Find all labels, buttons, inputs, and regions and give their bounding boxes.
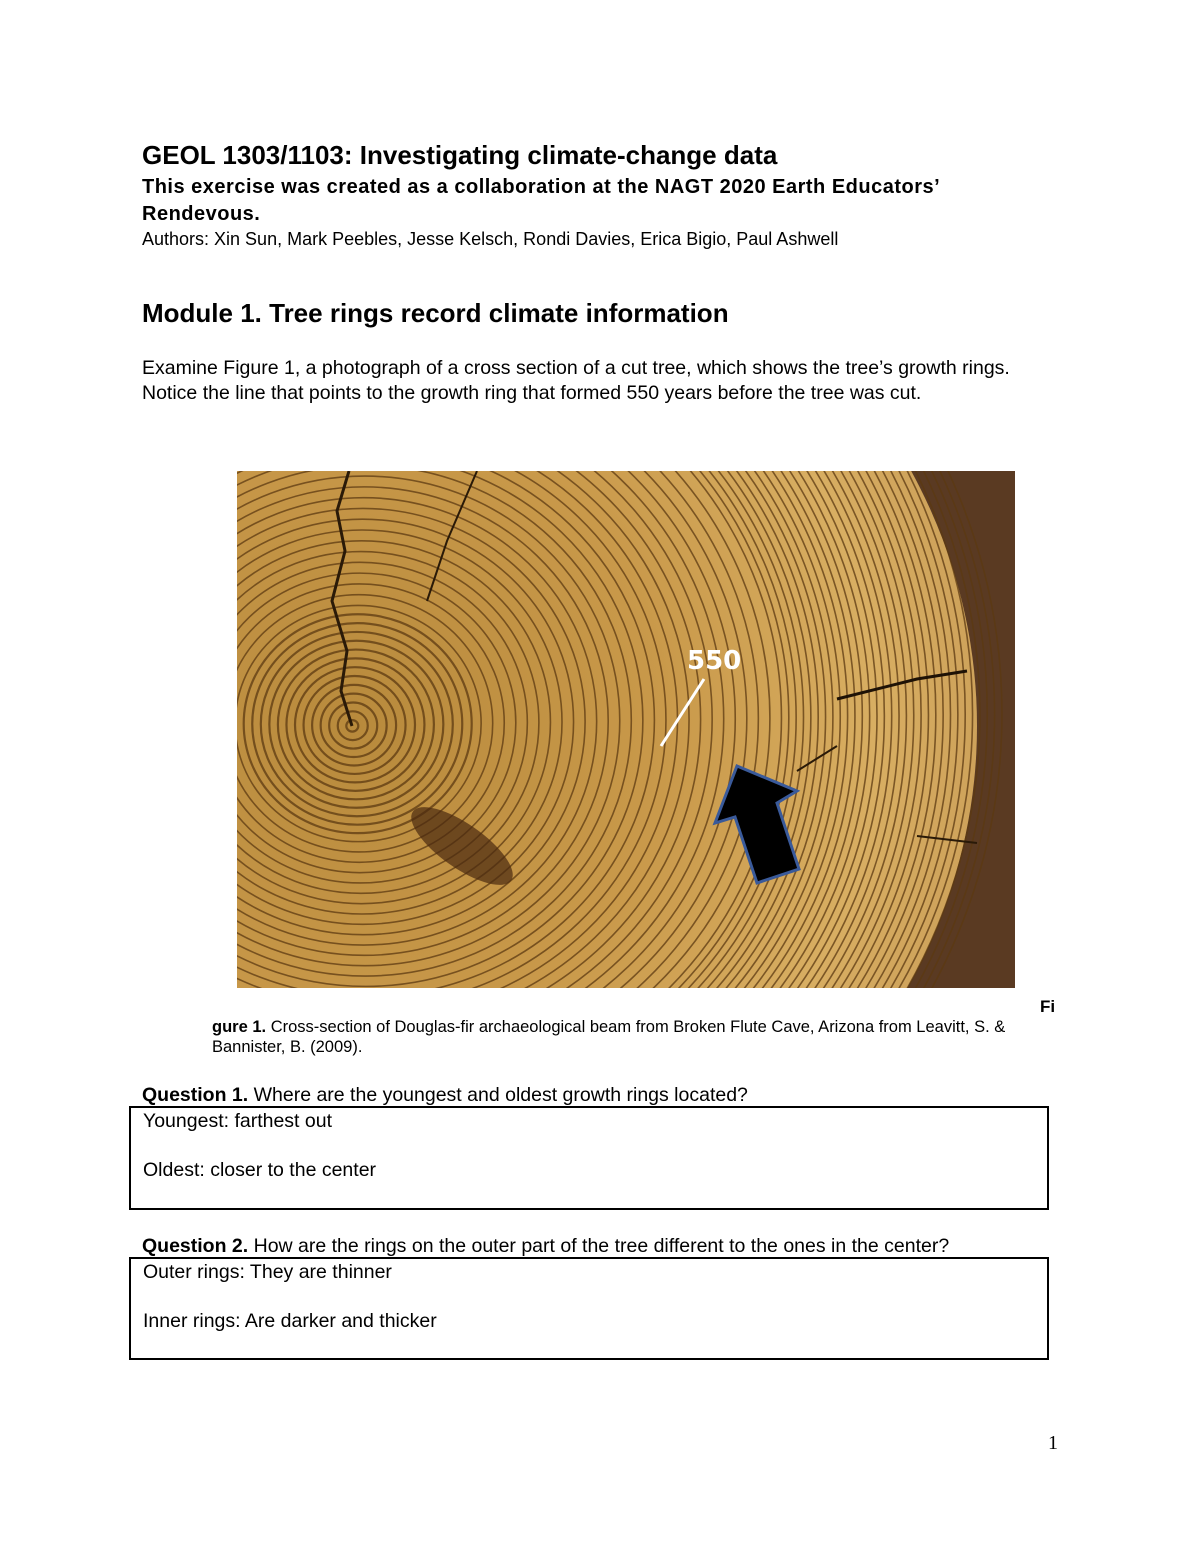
answer-2-line-2: Inner rings: Are darker and thicker — [143, 1310, 437, 1332]
question-2-text: How are the rings on the outer part of the tree different to the ones in the center? — [248, 1235, 950, 1257]
answer-box-1[interactable] — [129, 1106, 1049, 1210]
answer-1-line-1: Youngest: farthest out — [143, 1110, 333, 1132]
answer-box-2[interactable] — [129, 1257, 1049, 1360]
tree-ring-illustration — [237, 471, 1015, 988]
module-heading: Module 1. Tree rings record climate information — [142, 298, 729, 328]
question-1-label: Question 1. — [142, 1084, 249, 1106]
question-1-text: Where are the youngest and oldest growth rings located? — [248, 1084, 748, 1106]
answer-1-line-2: Oldest: closer to the center — [143, 1159, 377, 1181]
authors-line: Authors: Xin Sun, Mark Peebles, Jesse Kelsch, Rondi Davies, Erica Bigio, Paul Ashwell — [142, 229, 839, 249]
caption-text: Cross-section of Douglas-fir archaeological beam from Broken Flute Cave, Arizona from Leavitt, S. & Bannister, B. (2009). — [212, 1018, 1006, 1056]
ring-550-label: 550 — [687, 646, 742, 676]
document-subtitle: This exercise was created as a collaboration at the NAGT 2020 Earth Educators’ Rendevous. — [142, 176, 940, 225]
question-2 — [142, 1235, 949, 1258]
question-2-label: Question 2. — [142, 1235, 249, 1257]
caption-label: gure 1. — [212, 1018, 267, 1036]
document-title: GEOL 1303/1103: Investigating climate-change data — [142, 140, 778, 170]
module-intro: Examine Figure 1, a photograph of a cross section of a cut tree, which shows the tree’s growth rings. Notice the line that points to the growth ring that formed 550 years before the tree was cut. — [142, 357, 1010, 404]
answer-2-line-1: Outer rings: They are thinner — [143, 1261, 392, 1283]
page-number: 1 — [1048, 1432, 1058, 1454]
caption-fi: Fi — [1040, 997, 1056, 1016]
question-1 — [142, 1084, 748, 1107]
tree-ring-photo — [237, 471, 1015, 988]
figure-caption — [212, 1017, 1062, 1057]
